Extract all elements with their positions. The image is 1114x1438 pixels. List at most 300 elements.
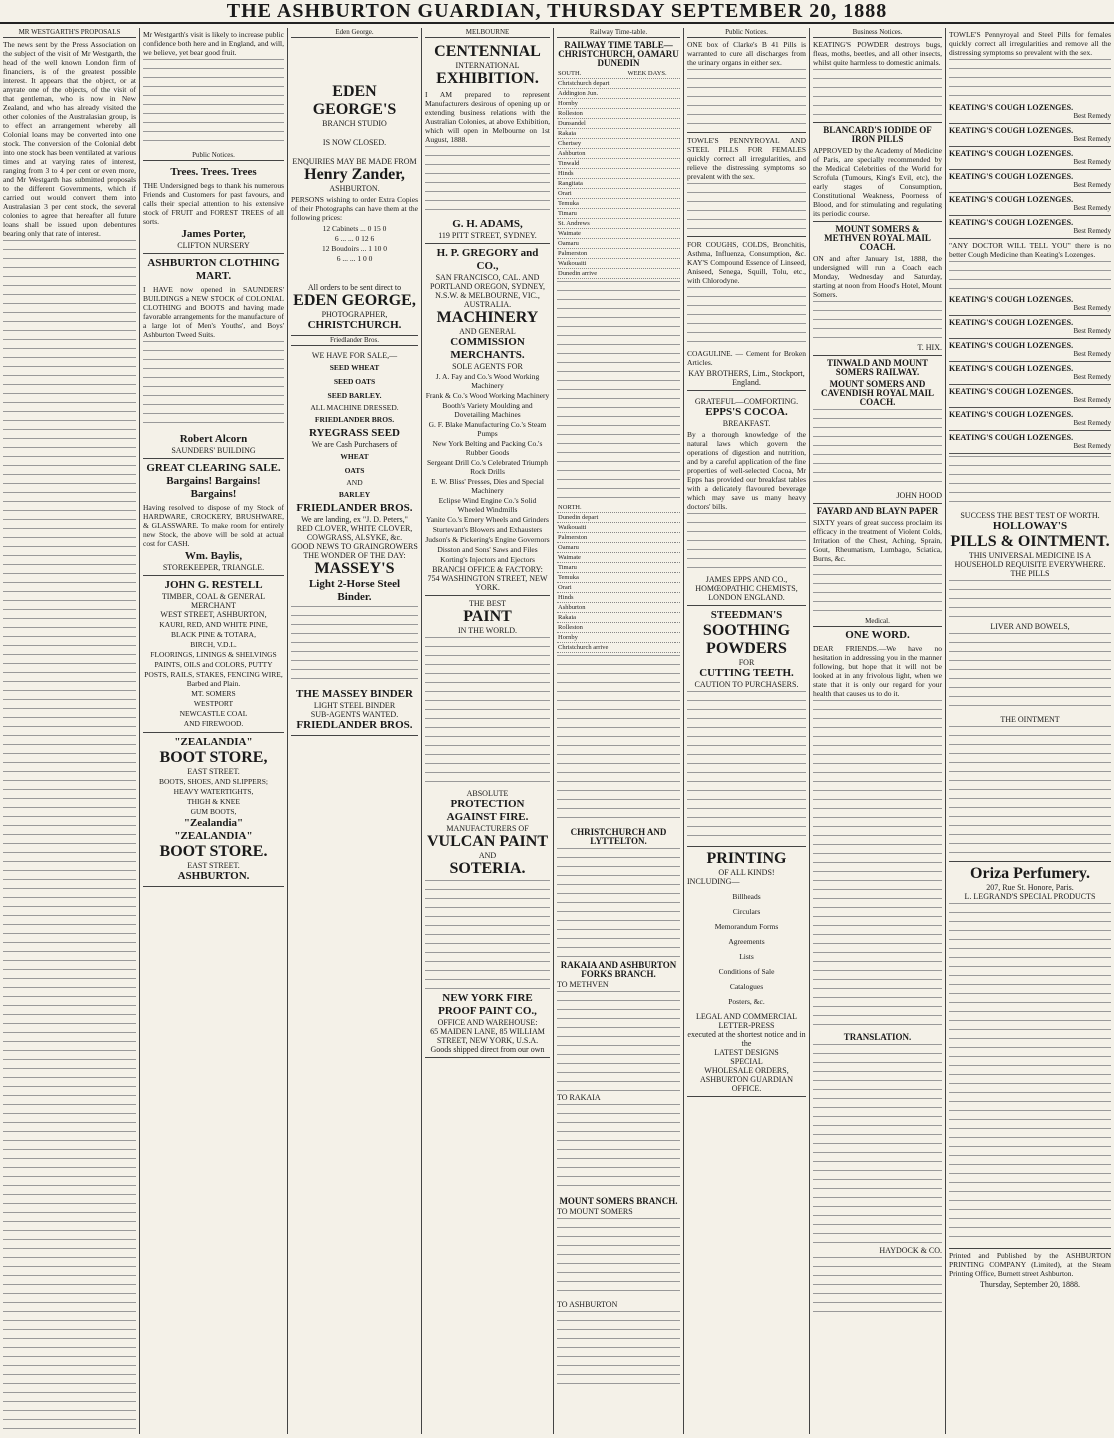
list-item: POSTS, RAILS, STAKES, FENCING WIRE, Barbed and Plain. — [144, 670, 283, 688]
sole-agents: SOLE AGENTS FOR — [452, 362, 523, 371]
keating-lozenge-item — [949, 293, 1111, 316]
ad-text-lines — [687, 287, 806, 347]
week-days-label: WEEK DAYS. — [627, 69, 680, 79]
ad-text-lines — [813, 301, 942, 341]
column-7-heading: Business Notices. — [813, 28, 942, 38]
zander-name: Henry Zander, — [304, 166, 405, 183]
station-row: Orari — [557, 583, 675, 593]
list-item: Judson's & Pickering's Engine Governors — [425, 535, 550, 544]
station-row: Waimate — [557, 229, 627, 239]
orders-note: All orders to be sent direct to — [307, 283, 402, 292]
keating-lozenge-item — [949, 124, 1111, 147]
baylis-name: Wm. Baylis, — [184, 550, 243, 562]
commission-title: COMMISSION MERCHANTS. — [450, 336, 525, 361]
best-remedy: Best Remedy — [1073, 442, 1111, 450]
zealandia-title-2: "ZEALANDIA" — [174, 830, 253, 842]
list-item: SEED BARLEY. — [327, 391, 382, 400]
station-row: Dunedin depart — [557, 513, 675, 523]
timetable-lines — [557, 655, 680, 825]
friedlander-ad — [291, 348, 418, 736]
ad-text-lines — [687, 513, 806, 573]
eden-george-ad — [291, 40, 418, 336]
coughs-ad: FOR COUGHS, COLDS, Bronchitis, Asthma, Influenza, Consumption, &c. KAY'S Compound Essence of Linseed, Aniseed, Senega, Squill, Tolu, etc., with Chlorodyne. — [687, 240, 806, 285]
zealandia-brand: "Zealandia" — [183, 817, 244, 829]
ad-text-lines — [949, 456, 1111, 506]
column-5-heading: Railway Time-table. — [557, 28, 680, 38]
oriza-address: 207, Rue St. Honore, Paris. — [986, 883, 1074, 892]
and-label: AND — [478, 851, 497, 860]
best-remedy: Best Remedy — [1073, 112, 1111, 120]
bargains: Bargains! Bargains! Bargains! — [166, 475, 261, 500]
epps-ad — [687, 394, 806, 606]
boot-store-place: EAST STREET. — [187, 767, 240, 776]
fayard-text: SIXTY years of great success proclaim its efficacy in the treatment of Violent Colds, Irritation of the Chest, Aching, Sprain, Gout, Rheumatism, Lumbago, Sciatica, Burns, &c. — [813, 518, 942, 563]
to-mount-somers: TO MOUNT SOMERS — [557, 1207, 633, 1216]
tinwald-name: JOHN HOOD — [896, 491, 942, 500]
gregory-places: SAN FRANCISCO, CAL. AND PORTLAND OREGON, SYDNEY, N.S.W. & MELBOURNE, VIC., AUSTRALIA. — [430, 273, 545, 309]
best-remedy: Best Remedy — [1073, 396, 1111, 404]
kay-brothers: KAY BROTHERS, Lim., Stockport, England. — [688, 369, 805, 387]
list-item: Frank & Co.'s Wood Working Machinery — [425, 391, 550, 400]
branch-address: 754 WASHINGTON STREET, NEW YORK. — [427, 574, 548, 592]
ad-text-lines — [813, 565, 942, 615]
photographer-label: PHOTOGRAPHER, — [321, 310, 388, 319]
boot-store-title-2: BOOT STORE. — [159, 843, 268, 860]
station-row: Tinwald — [557, 159, 627, 169]
list-item: PAINTS, OILS and COLORS, PUTTY — [154, 660, 273, 669]
columns — [0, 28, 1114, 1434]
alcorn-name: Robert Alcorn — [179, 433, 248, 445]
list-item: BIRCH, V.D.L. — [190, 640, 237, 649]
imprint: Printed and Published by the ASHBURTON PRINTING COMPANY (Limited), at the Steam Printing Office, Burnett street Ashburton. — [949, 1251, 1111, 1278]
best-remedy: Best Remedy — [1073, 204, 1111, 212]
price-row: 12 Boudoirs ... 1 10 0 — [321, 244, 387, 253]
column-5 — [554, 28, 684, 1434]
ad-text-lines — [949, 261, 1111, 291]
towle-pills-ad: TOWLE'S Pennyroyal and Steel Pills for females quickly correct all irregularities and remove all the distressing symptoms so prevalent with the sex. — [949, 30, 1111, 57]
list-item: Catalogues — [729, 982, 764, 991]
list-item: HEAVY WATERTIGHTS, — [173, 787, 254, 796]
general-label: AND GENERAL — [459, 327, 516, 336]
international-label: INTERNATIONAL — [455, 61, 520, 70]
ad-text-lines — [687, 69, 806, 129]
trees-title: Trees. Trees. Trees — [170, 166, 257, 178]
light-binder: LIGHT STEEL BINDER — [313, 701, 396, 710]
holloway-ad — [949, 508, 1111, 862]
clothing-title: ASHBURTON CLOTHING MART. — [147, 257, 280, 282]
station-row: Rolleston — [557, 109, 627, 119]
epps-sub: HOMŒOPATHIC CHEMISTS, — [695, 584, 798, 593]
all-kinds: OF ALL KINDS! — [718, 868, 775, 877]
landing-note: We are landing, ex "J. D. Peters," — [301, 515, 408, 524]
keating-title: KEATING'S COUGH LOZENGES. — [949, 295, 1074, 304]
trees-text: THE Undersigned begs to thank his numerous Friends and Customers for past favours, and calls their special attention to his extensive stock of FRUIT and FOREST TREES of all sorts. — [143, 181, 284, 226]
list-item: BOOTS, SHOES, AND SLIPPERS; — [159, 777, 268, 786]
eden-george-name: EDEN GEORGE, — [293, 292, 416, 309]
list-item: Disston and Sons' Saws and Files — [437, 545, 538, 554]
epps-title: EPPS'S COCOA. — [705, 406, 788, 418]
machinery-title: MACHINERY — [436, 309, 539, 326]
teething-title: CUTTING TEETH. — [699, 667, 794, 679]
pills-title: PILLS & OINTMENT. — [950, 533, 1110, 550]
keating-lozenge-item — [949, 408, 1111, 431]
column-4 — [422, 28, 554, 1434]
sale-ad — [143, 459, 284, 576]
ad-text-lines — [949, 726, 1111, 856]
list-item: Lists — [739, 952, 754, 961]
sale-title: GREAT CLEARING SALE. — [146, 462, 281, 474]
porter-sub: CLIFTON NURSERY — [177, 241, 250, 250]
column-text-lines — [813, 1044, 942, 1244]
absolute-label: ABSOLUTE — [466, 789, 509, 798]
list-item: MT. SOMERS — [191, 689, 236, 698]
station-row: Hornby — [557, 633, 675, 643]
price-row: 6 ... ... 1 0 0 — [336, 254, 373, 263]
keating-title: KEATING'S COUGH LOZENGES. — [949, 387, 1074, 396]
printing-ad — [687, 847, 806, 1097]
medical-heading: Medical. — [813, 617, 942, 627]
list-item: NEWCASTLE COAL — [179, 709, 248, 718]
paint-title: PAINT — [463, 608, 512, 625]
list-item: Circulars — [732, 907, 761, 916]
gregory-ad — [425, 244, 550, 596]
keating-title: KEATING'S COUGH LOZENGES. — [949, 433, 1074, 442]
powders-title: POWDERS — [706, 640, 787, 657]
list-item: BARLEY — [338, 490, 371, 499]
keating-powder-ad: KEATING'S POWDER destroys bugs, fleas, moths, beetles, and all other insects, whilst quite harmless to domestic animals. — [813, 40, 942, 67]
list-item: AND — [346, 478, 363, 487]
gregory-name: H. P. GREGORY and CO., — [436, 247, 539, 272]
keating-lozenge-item — [949, 362, 1111, 385]
printing-title: PRINTING — [706, 850, 787, 867]
including-label: INCLUDING— — [687, 877, 740, 886]
list-item: Agreements — [728, 937, 765, 946]
station-row: Hornby — [557, 99, 627, 109]
protection-title: PROTECTION AGAINST FIRE. — [446, 798, 529, 823]
ad-text-lines — [687, 691, 806, 841]
best-remedy: Best Remedy — [1073, 227, 1111, 235]
list-item: ALL MACHINE DRESSED. — [310, 403, 399, 412]
paint-ad — [425, 596, 550, 1058]
list-item: GUM BOOTS, — [190, 807, 237, 816]
breakfast-label: BREAKFAST. — [722, 419, 771, 428]
epps-city: LONDON ENGLAND. — [708, 593, 785, 602]
station-row: Hinds — [557, 169, 627, 179]
timetable-north — [557, 503, 680, 653]
porter-name: James Porter, — [181, 228, 246, 240]
boot-store-title: BOOT STORE, — [159, 749, 268, 766]
station-row: Waikouaiti — [557, 523, 675, 533]
executed-label: executed at the shortest notice and in the — [687, 1030, 806, 1048]
station-row: Addington Jun. — [557, 89, 627, 99]
grower-news: GOOD NEWS TO GRAINGROWERS — [291, 542, 418, 551]
column-1-heading: MR WESTGARTH'S PROPOSALS — [3, 28, 136, 38]
keating-lozenges — [949, 101, 1111, 239]
guardian-label: ASHBURTON GUARDIAN — [700, 1075, 793, 1084]
list-item: Yanite Co.'s Emery Wheels and Grinders — [426, 515, 549, 524]
keating-lozenge-item — [949, 339, 1111, 362]
station-row: Palmerston — [557, 533, 675, 543]
success-label: SUCCESS THE BEST TEST OF WORTH. — [960, 511, 1100, 520]
ashburton-label: ASHBURTON. — [177, 870, 250, 882]
ad-text-lines — [949, 580, 1111, 620]
adams-address: 119 PITT STREET, SYDNEY. — [438, 231, 537, 240]
eden-title: EDEN GEORGE'S — [312, 83, 397, 118]
timetable-lines — [557, 1218, 680, 1298]
list-item: Eclipse Wind Engine Co.'s Solid Wheeled Windmills — [438, 496, 537, 514]
station-row: Waikouaiti — [557, 259, 627, 269]
station-row: Oamaru — [557, 239, 627, 249]
list-item: J. A. Fay and Co.'s Wood Working Machinery — [435, 372, 540, 390]
boots-items — [143, 777, 284, 816]
goods-note: Goods shipped direct from our own — [430, 1045, 545, 1054]
wholesale-label: WHOLESALE ORDERS, — [704, 1066, 789, 1075]
column-3-heading: Eden George. — [291, 28, 418, 38]
ad-text-lines — [425, 637, 550, 787]
mount-somers-title: MOUNT SOMERS BRANCH. — [559, 1196, 678, 1206]
baylis-sub: STOREKEEPER, TRIANGLE. — [162, 563, 265, 572]
keating-title: KEATING'S COUGH LOZENGES. — [949, 364, 1074, 373]
station-row: Hinds — [557, 593, 675, 603]
price-row: 6 ... ... 0 12 6 — [334, 234, 375, 243]
haydock-name: HAYDOCK & CO. — [879, 1246, 942, 1255]
station-row: Temuka — [557, 199, 627, 209]
ad-text-lines — [813, 69, 942, 119]
massey-title: MASSEY'S — [314, 560, 395, 577]
office-label: OFFICE AND WAREHOUSE: — [437, 1018, 538, 1027]
liver-label: LIVER AND BOWELS, — [990, 622, 1070, 631]
rakaia-title: RAKAIA AND ASHBURTON FORKS BRANCH. — [560, 960, 677, 979]
epps-name: JAMES EPPS AND CO., — [705, 575, 788, 584]
keating-title: KEATING'S COUGH LOZENGES. — [949, 126, 1074, 135]
station-row: Dunedin arrive — [557, 269, 627, 279]
public-notices-heading: Public Notices. — [143, 151, 284, 161]
station-row: Rakaia — [557, 613, 675, 623]
price-list — [291, 224, 418, 263]
station-row: Dunsandel — [557, 119, 627, 129]
station-row: St. Andrews — [557, 219, 627, 229]
south-label: SOUTH. — [557, 69, 627, 79]
keating-lozenge-item — [949, 101, 1111, 124]
timetable-lines — [557, 281, 680, 501]
keating-lozenge-item — [949, 385, 1111, 408]
station-row: Rakaia — [557, 129, 627, 139]
timetable-title: RAILWAY TIME TABLE—CHRISTCHURCH, OAMARU DUNEDIN — [558, 40, 679, 68]
branch-office: BRANCH OFFICE & FACTORY: — [432, 565, 543, 574]
timetable-south — [557, 69, 680, 279]
world-label: IN THE WORLD. — [457, 626, 518, 635]
list-item: OATS — [344, 466, 365, 475]
station-row: Timaru — [557, 563, 675, 573]
one-word-text: DEAR FRIENDS.—We have no hesitation in addressing you in the manner following, but hope that it will not be looked at in any frivolous light, when we state that it is only our regard for your health that causes us to do it. — [813, 644, 942, 698]
vulcan-title: VULCAN PAINT — [426, 833, 549, 850]
ryegrass: RYEGRASS SEED — [308, 427, 400, 439]
best-remedy: Best Remedy — [1073, 304, 1111, 312]
list-item: WESTPORT — [193, 699, 234, 708]
ad-text-lines — [687, 183, 806, 233]
wonder-day: THE WONDER OF THE DAY: — [303, 551, 406, 560]
friedlander-heading: Friedlander Bros. — [291, 336, 418, 346]
lyttelton-title: CHRISTCHURCH AND LYTTELTON. — [570, 827, 667, 846]
ad-text-lines — [949, 903, 1111, 1243]
sub-agents: SUB-AGENTS WANTED. — [310, 710, 399, 719]
ad-text-lines — [949, 633, 1111, 713]
office-label: OFFICE. — [731, 1084, 762, 1093]
best-remedy: Best Remedy — [1073, 135, 1111, 143]
keating-lozenge-item — [949, 431, 1111, 454]
christchurch-label: CHRISTCHURCH. — [307, 319, 402, 331]
keating-lozenge-item — [949, 216, 1111, 239]
station-row: Waimate — [557, 553, 675, 563]
exhibition-ad — [425, 40, 550, 244]
to-ashburton: TO ASHBURTON — [557, 1300, 618, 1309]
boot-store-place-2: EAST STREET. — [187, 861, 240, 870]
legal-label: LEGAL AND COMMERCIAL — [695, 1012, 798, 1021]
enquiries: ENQUIRIES MAY BE MADE FROM — [292, 157, 417, 166]
best-remedy: Best Remedy — [1073, 373, 1111, 381]
list-item: KAURI, RED, AND WHITE PINE, — [159, 620, 268, 629]
alcorn-sub: SAUNDERS' BUILDING — [171, 446, 256, 455]
list-item: Memorandum Forms — [714, 922, 779, 931]
keating-title: KEATING'S COUGH LOZENGES. — [949, 410, 1074, 419]
exhibition-text: I AM prepared to represent Manufacturers desirous of opening up or extending business relations with the Australian Colonies, at above Exhibition, which will open in Melbourne on 1st August, 1888. — [425, 90, 550, 144]
column-text-lines — [813, 1257, 942, 1317]
keating-title: KEATING'S COUGH LOZENGES. — [949, 195, 1074, 204]
keating-lozenge-item — [949, 193, 1111, 216]
list-item: Posters, &c. — [728, 997, 765, 1006]
list-item: Booth's Variety Moulding and Dovetailing Machines — [442, 401, 533, 419]
station-row: Christchurch depart — [557, 79, 627, 89]
tinwald-title: TINWALD AND MOUNT SOMERS RAILWAY. — [826, 358, 928, 377]
caution-label: CAUTION TO PURCHASERS. — [694, 680, 799, 689]
agents-list — [425, 372, 550, 564]
translation-label: TRANSLATION. — [843, 1032, 912, 1042]
ad-text-lines — [143, 341, 284, 431]
best-remedy: Best Remedy — [1073, 158, 1111, 166]
list-item: WHEAT — [340, 452, 369, 461]
ad-text-lines — [813, 409, 942, 489]
to-methven: TO METHVEN — [557, 980, 609, 989]
clothing-ad — [143, 254, 284, 459]
blancard-text: APPROVED by the Academy of Medicine of Paris, are specially recommended by the Medical Celebrities of the World for Scrofula (Tumours, King's Evil, etc), the early stages of Consumption, Constitutional Weakness, Poorness of Blood, and for stimulating and regulating its periodic course. — [813, 146, 942, 218]
keating-title: KEATING'S COUGH LOZENGES. — [949, 103, 1074, 112]
ad-text-lines — [949, 59, 1111, 99]
keating-lozenges-2 — [949, 293, 1111, 454]
oriza-text: L. LEGRAND'S SPECIAL PRODUCTS — [964, 892, 1096, 901]
column-text-lines — [3, 240, 136, 1434]
ointment-label: THE OINTMENT — [1000, 715, 1060, 724]
seed-list — [291, 361, 418, 426]
column-6 — [684, 28, 810, 1434]
station-row: Palmerston — [557, 249, 627, 259]
clothing-text: I HAVE now opened in SAUNDERS' BUILDINGS a NEW STOCK of COLONIAL CLOTHING and BOOTS and having made favorable arrangements for the manufacture of a large lot of Men's Youths', and Boys' Ashburton Tweed Suits. — [143, 285, 284, 339]
for-label: FOR — [738, 658, 755, 667]
station-row: Christchurch arrive — [557, 643, 675, 653]
station-row: Rangitata — [557, 179, 627, 189]
to-rakaia: TO RAKAIA — [557, 1093, 601, 1102]
north-label: NORTH. — [557, 503, 675, 513]
column-4-heading: MELBOURNE — [425, 28, 550, 38]
letterpress-label: LETTER-PRESS — [718, 1021, 775, 1030]
masthead: THE ASHBURTON GUARDIAN, THURSDAY SEPTEMBER 20, 1888 — [0, 0, 1114, 24]
best-remedy: Best Remedy — [1073, 327, 1111, 335]
list-item: E. W. Bliss' Presses, Dies and Special Machinery — [431, 477, 544, 495]
manufacturers-label: MANUFACTURERS OF — [446, 824, 529, 833]
keating-title: KEATING'S COUGH LOZENGES. — [949, 341, 1074, 350]
list-item: SEED OATS — [333, 377, 376, 386]
keating-lozenge-item — [949, 316, 1111, 339]
coach-name: T. HIX. — [917, 343, 942, 352]
one-word-title: ONE WORD. — [845, 629, 910, 641]
designs-label: LATEST DESIGNS — [714, 1048, 779, 1057]
station-row: Ashburton — [557, 603, 675, 613]
list-item: G. F. Blake Manufacturing Co.'s Steam Pumps — [428, 420, 547, 438]
timetable-lines — [557, 848, 680, 958]
coach-text: ON and after January 1st, 1888, the undersigned will run a Coach each Monday, Wednesday and Saturday, starting at noon from Hood's Hotel, Mount Somers. — [813, 254, 942, 299]
station-row: Chertsey — [557, 139, 627, 149]
column-2 — [140, 28, 288, 1434]
station-row: Ashburton — [557, 149, 627, 159]
keating-title: KEATING'S COUGH LOZENGES. — [949, 318, 1074, 327]
tinwald-sub: MOUNT SOMERS AND CAVENDISH ROYAL MAIL COACH. — [820, 379, 935, 407]
zealandia-title: "ZEALANDIA" — [174, 736, 253, 748]
list-item: Sturtevant's Blowers and Exhausters — [432, 525, 543, 534]
cocoa-tagline: GRATEFUL—COMFORTING. — [694, 397, 799, 406]
list-item: Billheads — [732, 892, 761, 901]
coach-title: MOUNT SOMERS & METHVEN ROYAL MAIL COACH. — [824, 224, 931, 252]
clovers: RED CLOVER, WHITE CLOVER, COWGRASS, ALSYKE, &c. — [296, 524, 413, 542]
keating-title: KEATING'S COUGH LOZENGES. — [949, 172, 1074, 181]
clarke-ad: ONE box of Clarke's B 41 Pills is warranted to cure all discharges from the urinary organs in either sex. — [687, 40, 806, 67]
coaguline-ad: COAGULINE. — Cement for Broken Articles. — [687, 349, 806, 367]
column-7 — [810, 28, 946, 1434]
fayard-title: FAYARD AND BLAYN PAPER — [816, 506, 939, 516]
friedlander-name: FRIEDLANDER BROS. — [296, 502, 413, 514]
photo-text: PERSONS wishing to order Extra Copies of their Photographs can have them at the following prices: — [291, 195, 418, 222]
oriza-title: Oriza Perfumery. — [970, 865, 1090, 882]
the-pills-label: THE PILLS — [1010, 569, 1050, 578]
restell-items — [143, 620, 284, 728]
epps-text: By a thorough knowledge of the natural laws which govern the operations of digestion and nutrition, and by a careful application of the fine properties of well-selected Cocoa, Mr Epps has provided our breakfast tables with a delicately flavoured beverage which may save us many heavy doctors' bills. — [687, 430, 806, 511]
best-remedy: Best Remedy — [1073, 350, 1111, 358]
timetable-lines — [557, 1311, 680, 1391]
list-item: FRIEDLANDER BROS. — [314, 415, 395, 424]
restell-ad — [143, 576, 284, 733]
best-remedy: Best Remedy — [1073, 419, 1111, 427]
ad-text-lines — [291, 606, 418, 686]
boot-store-ad — [143, 733, 284, 887]
list-item: New York Belting and Packing Co.'s Rubber Goods — [432, 439, 543, 457]
station-row: Oamaru — [557, 543, 675, 553]
restell-place: WEST STREET, ASHBURTON, — [160, 610, 267, 619]
list-item: AND FIREWOOD. — [183, 719, 244, 728]
soteria-title: SOTERIA. — [449, 860, 526, 877]
holloway-title: HOLLOWAY'S — [992, 520, 1068, 532]
column-3 — [288, 28, 422, 1434]
office-address: 65 MAIDEN LANE, 85 WILLIAM STREET, NEW YORK, U.S.A. — [430, 1027, 545, 1045]
steedman-title: STEEDMAN'S — [710, 609, 783, 621]
column-6-heading: Public Notices. — [687, 28, 806, 38]
editorial-text: The news sent by the Press Association on the subject of the visit of Mr Westgarth, the head of the well known London firm of financiers, is of the greatest possible interest. It appears that the object, or at anyrate one of the objects, of the visit of that gentleman, who is now in New Zealand, and who has already visited the other colonies of the Australasian group, is to effect an arrangement whereby all Colonial loans may be converted into one stock. The conversion of the Colonial debt into one stock has been ventilated at various times and at varying rates of interest, ranging from 3 to 4 per cent or even more, and Mr Westgarth has submitted proposals to the different Governments, which if carried out would convert them into Australasian 3 per cent stock, the several colonies to agree that hereafter all future loans shall be issued upon debentures bearing only that rate of interest. — [3, 40, 136, 238]
adams-name: G. H. ADAMS, — [452, 218, 523, 230]
zander-place: ASHBURTON. — [329, 184, 380, 193]
list-item: BLACK PINE & TOTARA, — [171, 630, 256, 639]
cash-purchasers: We are Cash Purchasers of — [311, 440, 398, 449]
best-label: THE BEST — [468, 599, 507, 608]
special-label: SPECIAL — [730, 1057, 763, 1066]
sale-head: WE HAVE FOR SALE,— — [311, 351, 398, 360]
sale-text: Having resolved to dispose of my Stock of HARDWARE, CROCKERY, BRUSHWARE, & GLASSWARE. To make room for entirely new Stock, the above will be sold at actual cost for CASH. — [143, 503, 284, 548]
